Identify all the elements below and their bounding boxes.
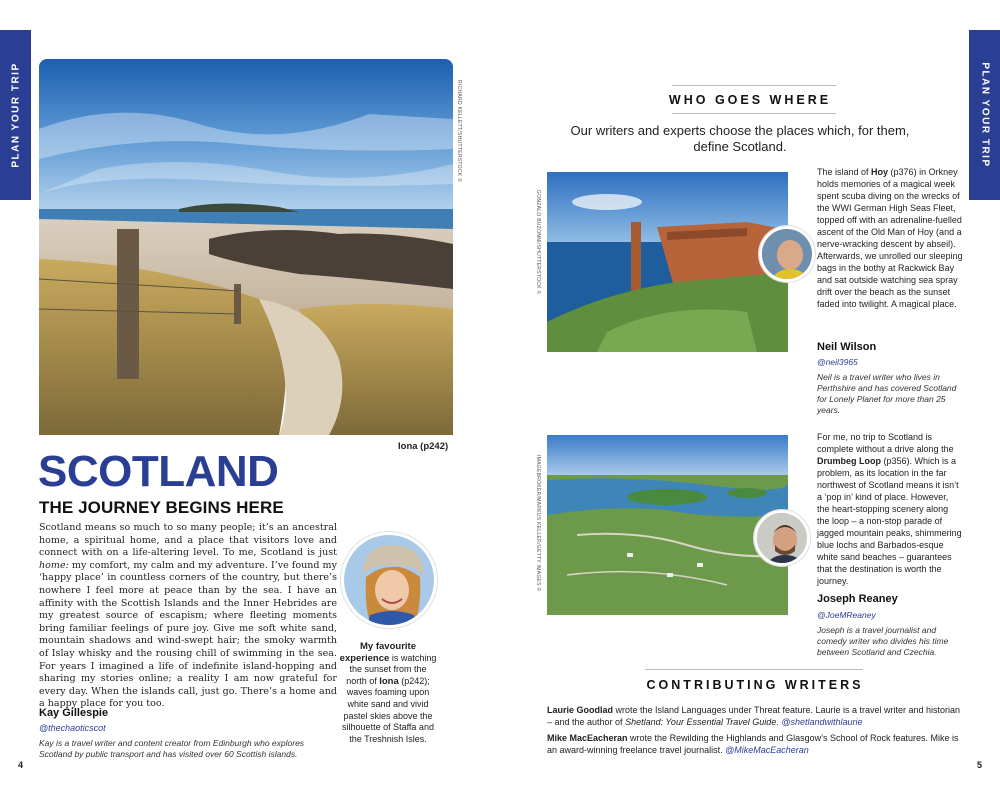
photo-credit: RICHARD KELLETT/SHUTTERSTOCK ©	[456, 80, 462, 183]
page-title: SCOTLAND	[38, 447, 279, 496]
author-bio: Kay is a travel writer and content creator from Edinburgh who explores Scotland by public transport and has visited over 60 Scottish islands.	[39, 738, 305, 759]
contributor-handle[interactable]: @shetlandwithlaurie	[781, 717, 863, 727]
contributor-handle[interactable]: @MikeMacEacheran	[725, 745, 809, 755]
neil-portrait-illustration	[762, 229, 815, 282]
contributor-bio: Joseph is a travel journalist and comedy writer who divides his time between Scotland and Czechia.	[817, 625, 949, 657]
iona-beach-illustration	[39, 59, 453, 435]
intro-paragraph: Scotland means so much to so many people; it’s an ancestral home, a spiritual home, and a place that visitors love and connect with on a life-altering level. To me, Scotland is just home: my comfort, my calm and my adventure. I’ve found my ‘happy place’ in countless corners of the country, but there’s nowhere I feel more at peace than by the sea. I have an affinity with the Scottish Islands and the Inner Hebrides are my greatest source of escapism; where fleeting moments bring familiar feelings of pure joy. Give me soft white sand, mountain shadows and wind-swept hair; the smoky warmth of Islay whisky and the rousing chill of swimming in the sea. For years I imagined a life of indefinite island-hopping and sharing my stories online; a reality I am now grateful for every day. When the islands call, just go. There’s a home and a happy place for you too.	[39, 522, 337, 710]
photo-caption: Iona (p242)	[398, 441, 449, 452]
entry-drumbeg-text: For me, no trip to Scotland is complete without a drive along the Drumbeg Loop (p356). Which is a problem, as its location in the far northwest of Scotland means it isn’t a ‘pop in’ kind of place. However, the heart-stopping scenery along the loop – a non-stop parade of jagged mountain peaks, shimmering blue lochs and Barbados-esque white sand beaches – guarantees that the destination is worth the journey.	[817, 432, 962, 586]
section-lead: Our writers and experts choose the places which, for them, define Scotland.	[570, 123, 910, 154]
section-rule-top	[672, 85, 836, 86]
drumbeg-loop-photo	[547, 435, 788, 615]
drumbeg-illustration	[547, 435, 788, 615]
contributor-name: Joseph Reaney	[817, 593, 898, 605]
photo-credit: GONZALO BUZONNI/SHUTTERSTOCK ©	[535, 190, 541, 295]
iona-beach-photo	[39, 59, 453, 435]
contributors-rule	[645, 669, 863, 670]
section-title: WHO GOES WHERE	[668, 93, 832, 107]
hoy-illustration	[547, 172, 788, 352]
kay-portrait-illustration	[344, 535, 437, 628]
page-number-right: 5	[977, 760, 983, 770]
contributor-handle[interactable]: @JoeMReaney	[817, 610, 876, 620]
author-avatar	[341, 532, 437, 628]
page-number-left: 4	[18, 760, 24, 770]
author-name: Kay Gillespie	[39, 707, 109, 719]
entry-hoy-text: The island of Hoy (p376) in Orkney holds memories of a magical week spent scuba diving on the wrecks of the WWI German High Seas Fleet, topped off with an adrenaline-fuelled ascent of the Old Man of Hoy (and a nerve-wracking descent by abseil). Afterwards, we unrolled our sleeping bags in the bothy at Rackwick Bay and sat outside watching sea spray drift over the beach as the sunset faded into twilight. A magical place.	[817, 167, 963, 309]
page-subtitle: THE JOURNEY BEGINS HERE	[39, 498, 284, 517]
joseph-avatar	[754, 510, 810, 566]
neil-avatar	[759, 226, 815, 282]
contributor-name: Neil Wilson	[817, 341, 877, 353]
joseph-portrait-illustration	[757, 513, 810, 566]
section-rule-bottom	[672, 113, 836, 114]
side-tab-left	[0, 30, 31, 200]
photo-credit: IMAGEBROKER/MARKUS KELLER/GETTY IMAGES ©	[535, 455, 541, 592]
contributor-handle[interactable]: @neil3965	[817, 357, 858, 367]
favourite-experience: My favourite experience is watching the sunset from the north of Iona (p242); waves foaming upon white sand and vivid pastel skies above the silhouette of Staffa and the Treshnish Isles.	[339, 641, 437, 744]
side-tab-label: PLAN YOUR TRIP	[979, 62, 990, 168]
side-tab-label: PLAN YOUR TRIP	[10, 62, 21, 168]
contributor-mike: Mike MacEacheran wrote the Rewilding the Highlands and Glasgow’s School of Rock features. Mike is an award-winning freelance travel journalist. @MikeMacEacheran	[547, 733, 959, 755]
contributor-laurie: Laurie Goodlad wrote the Island Languages under Threat feature. Laurie is a travel writer and historian – and the author of Shetland: Your Essential Travel Guide. @shetlandwithlaurie	[547, 705, 961, 727]
contributor-bio: Neil is a travel writer who lives in Perthshire and has covered Scotland for Lonely Planet for more than 25 years.	[817, 372, 957, 415]
contributors-title: CONTRIBUTING WRITERS	[646, 678, 864, 692]
side-tab-right	[969, 30, 1000, 200]
old-man-of-hoy-photo	[547, 172, 788, 352]
author-handle[interactable]: @thechaoticscot	[39, 723, 106, 733]
